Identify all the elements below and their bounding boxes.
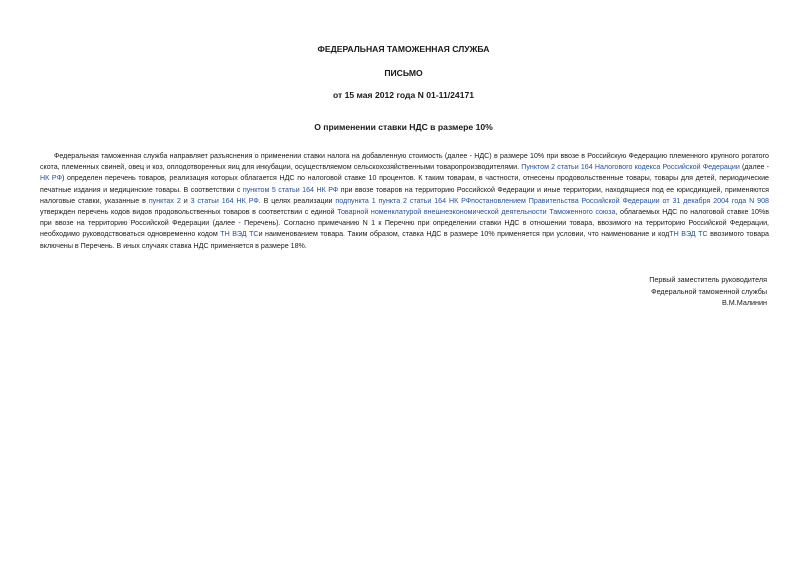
document-subject: О применении ставки НДС в размере 10% [314, 122, 493, 132]
agency-title: ФЕДЕРАЛЬНАЯ ТАМОЖЕННАЯ СЛУЖБА [317, 44, 490, 54]
body-text: , облагаемых НДС по налоговой ставке 10%в при ввозе на территорию Российской Федерации (далее - Перечень). Согласно примечанию N 1 к Перечню при определении ставки НДС в отношении товара, ввозимого на территорию Российской Федерации, необходимо руководствоваться одновременно кодом [40, 208, 769, 239]
link-tn-ved-ts-2[interactable]: ТН ВЭД ТС [669, 230, 708, 239]
body-text: (далее - [739, 163, 770, 172]
document-date-number: от 15 мая 2012 года N 01-11/24171 [332, 90, 475, 100]
signature-block [649, 274, 767, 309]
link-article-164-p3[interactable]: 3 статьи 164 НК РФ [190, 196, 259, 205]
link-subpoint-1-p2[interactable]: подпункта 1 пункта 2 статьи 164 НК РФ [335, 196, 472, 205]
link-points-2[interactable]: пунктах 2 [148, 196, 181, 205]
body-text: и наименованием товара. Таким образом, ставка НДС в размере 10% применяется при условии, что наименование и код [258, 230, 670, 239]
link-tn-ved-nomenclature[interactable]: Товарной номенклатурой внешнеэкономической деятельности Таможенного союза [337, 208, 616, 217]
body-text: утвержден перечень кодов видов продовольственных товаров в соответствии с единой [40, 208, 338, 217]
body-text: . В целях реализации [258, 196, 336, 205]
letter-body [40, 151, 769, 252]
link-article-164-p5[interactable]: пунктом 5 статьи 164 НК РФ [242, 185, 339, 194]
body-text: и [180, 196, 191, 205]
link-nk-rf[interactable]: НК РФ [40, 174, 62, 183]
document-type: ПИСЬМО [384, 68, 423, 78]
body-text: ввозимого товара включены в Перечень. В иных случаях ставка НДС применяется в размере 18%. [40, 230, 769, 250]
signer-position: Первый заместитель руководителя [649, 275, 767, 284]
signer-organization: Федеральной таможенной службы [651, 286, 767, 296]
link-tn-ved-ts-1[interactable]: ТН ВЭД ТС [220, 230, 259, 239]
body-text: Федеральная таможенная служба направляет разъяснения о применении ставки налога на добавленную стоимость (далее - НДС) в размере 10% при ввозе в Российскую Федерацию племенного крупного рогатого скота, племенных свиней, овец и коз, оплодотворенных яиц для инкубации, осуществляемом сельскохозяйственными товаропроизводителями. [40, 152, 769, 172]
link-government-decree-908[interactable]: постановлением Правительства Российской Федерации от 31 декабря 2004 года N 908 [471, 196, 769, 205]
signer-name: В.М.Малинин [721, 298, 767, 307]
link-article-164-p2[interactable]: Пунктом 2 статьи 164 Налогового кодекса Российской Федерации [521, 163, 740, 172]
body-text: ) определен перечень товаров, реализация которых облагается НДС по налоговой ставке 10 процентов. К таким товарам, в частности, отнесены продовольственные товары, товары для детей, периодические печатные издания и медицинские товары. В соответствии с [40, 174, 769, 194]
body-text: при ввозе товаров на территорию Российской Федерации и иные территории, находящиеся под ее юрисдикцией, применяются налоговые ставки, указанные в [40, 185, 770, 205]
